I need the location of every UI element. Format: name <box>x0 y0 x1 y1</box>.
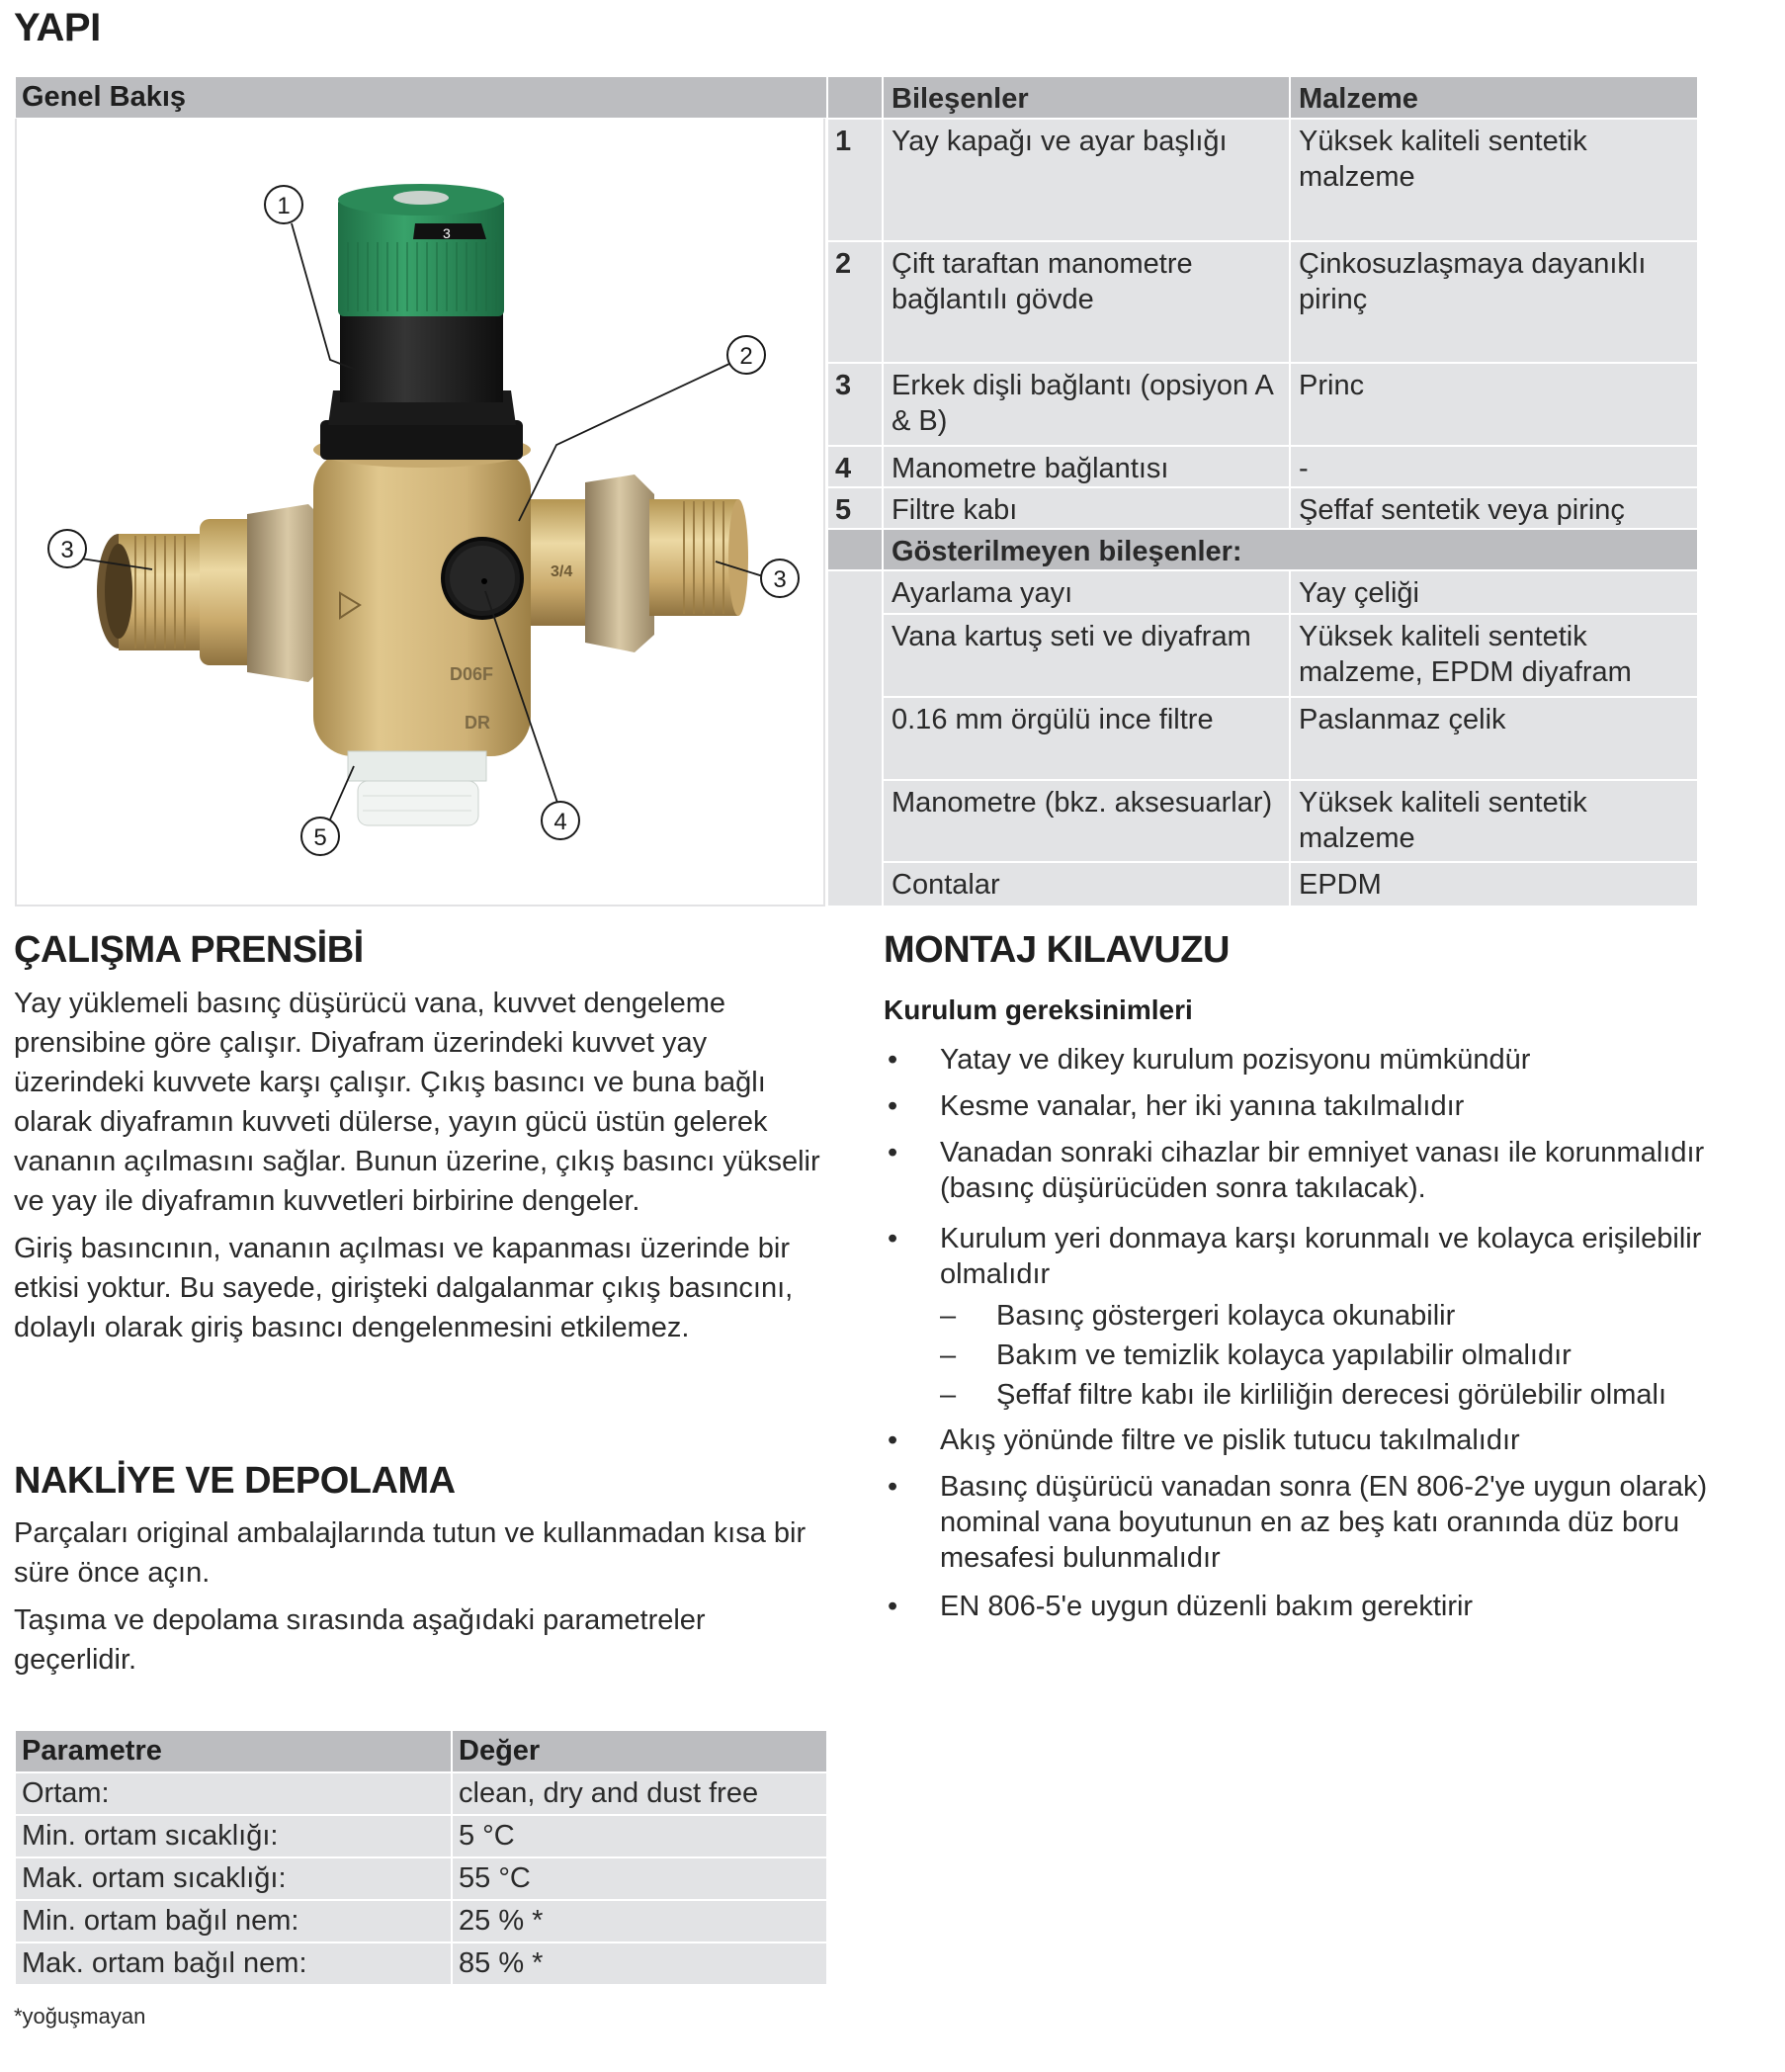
bullet-icon: • <box>888 1223 898 1254</box>
callout-2 <box>727 336 765 374</box>
parameter-value: 55 °C <box>453 1858 826 1899</box>
pressure-reducing-valve-illustration <box>17 119 827 906</box>
component-name: Ayarlama yayı <box>884 571 1289 613</box>
component-num: 5 <box>828 488 882 528</box>
overview-image <box>15 119 825 906</box>
component-material: - <box>1291 447 1697 486</box>
bullet-icon: • <box>888 1471 898 1503</box>
header-value: Değer <box>453 1731 826 1771</box>
list-item: • Akış yönünde filtre ve pislik tutucu takılmalıdır <box>888 1424 1520 1456</box>
component-num: 1 <box>828 120 882 240</box>
component-material: Yüksek kaliteli sentetik malzeme <box>1291 120 1697 240</box>
parameter-name: Min. ortam bağıl nem: <box>16 1901 451 1942</box>
dial-value: 3 <box>443 225 451 241</box>
table-row <box>16 1943 826 1984</box>
table-row <box>828 364 1697 445</box>
svg-text:2: 2 <box>739 343 753 370</box>
table-row <box>828 120 1697 240</box>
header-component: Bileşenler <box>884 77 1289 118</box>
component-material: Princ <box>1291 364 1697 445</box>
parameter-value: 25 % * <box>453 1901 826 1942</box>
callout-5 <box>301 818 339 855</box>
overview-header: Genel Bakış <box>16 77 826 118</box>
left-connection <box>97 504 328 682</box>
bullet-icon: • <box>888 1044 898 1076</box>
page-title: YAPI <box>14 6 101 49</box>
component-name: Vana kartuş seti ve diyafram <box>884 615 1289 696</box>
callout-4 <box>542 802 579 839</box>
size-mark: 3/4 <box>551 563 573 580</box>
working-principle-title: ÇALIŞMA PRENSİBİ <box>14 929 364 971</box>
callout-3-right <box>761 560 799 597</box>
table-row <box>882 698 1697 779</box>
table-row <box>882 615 1697 696</box>
filter-bowl <box>348 751 486 825</box>
bullet-icon: • <box>888 1137 898 1168</box>
component-material: EPDM <box>1291 863 1697 906</box>
bullet-icon: • <box>888 1090 898 1122</box>
parameter-value: 85 % * <box>453 1943 826 1984</box>
dash-icon: – <box>940 1339 957 1371</box>
component-name: Filtre kabı <box>884 488 1289 528</box>
parameter-name: Ortam: <box>16 1773 451 1814</box>
table-row <box>828 447 1697 486</box>
sub-list-item: – Şeffaf filtre kabı ile kirliliğin derecesi görülebilir olmalı <box>940 1379 1667 1411</box>
svg-text:4: 4 <box>553 809 567 835</box>
table-row <box>16 1816 826 1856</box>
list-item: • Yatay ve dikey kurulum pozisyonu mümkündür <box>888 1044 1531 1076</box>
bullet-icon: • <box>888 1591 898 1622</box>
installation-subtitle: Kurulum gereksinimleri <box>884 994 1193 1025</box>
svg-text:1: 1 <box>277 193 291 219</box>
component-num: 3 <box>828 364 882 445</box>
header-material: Malzeme <box>1291 77 1697 118</box>
parameter-value: clean, dry and dust free <box>453 1773 826 1814</box>
component-material: Yay çeliği <box>1291 571 1697 613</box>
component-name: Çift taraftan manometre bağlantılı gövde <box>884 242 1289 362</box>
parameter-name: Mak. ortam sıcaklığı: <box>16 1858 451 1899</box>
svg-text:3: 3 <box>773 566 787 593</box>
component-num: 4 <box>828 447 882 486</box>
list-item: • Basınç düşürücü vanadan sonra (EN 806-2'ye uygun olarak) nominal vana boyutunun en az beş katı oranında düz boru mesafesi bulunmalıdır <box>888 1471 1708 1574</box>
not-shown-num-column <box>828 571 882 906</box>
component-name: Manometre bağlantısı <box>884 447 1289 486</box>
dash-icon: – <box>940 1300 957 1332</box>
table-row <box>882 781 1697 861</box>
component-material: Şeffaf sentetik veya pirinç <box>1291 488 1697 528</box>
spring-bonnet <box>320 308 523 460</box>
parameter-name: Min. ortam sıcaklığı: <box>16 1816 451 1856</box>
list-item: • Vanadan sonraki cihazlar bir emniyet vanası ile korunmalıdır (basınç düşürücüden sonra takılacak). <box>888 1137 1705 1204</box>
parameter-footnote: *yoğuşmayan <box>14 2004 146 2029</box>
table-row <box>16 1858 826 1899</box>
svg-text:3: 3 <box>60 537 74 563</box>
sub-list-item: – Bakım ve temizlik kolayca yapılabilir olmalıdır <box>940 1339 1572 1371</box>
svg-text:5: 5 <box>313 824 327 851</box>
transport-paragraph-1: Parçaları original ambalajlarında tutun ve kullanmadan kısa bir süre önce açın. <box>14 1517 807 1589</box>
list-item: • Kesme vanalar, her iki yanına takılmalıdır <box>888 1090 1465 1122</box>
adjustment-cap <box>338 184 504 316</box>
component-name: Manometre (bkz. aksesuarlar) <box>884 781 1289 861</box>
dash-icon: – <box>940 1379 957 1411</box>
component-material: Yüksek kaliteli sentetik malzeme <box>1291 781 1697 861</box>
components-table-header <box>828 77 1697 118</box>
table-row <box>828 488 1697 528</box>
working-principle-body <box>14 984 824 1355</box>
header-num <box>828 77 882 118</box>
transport-paragraph-2: Taşıma ve depolama sırasında aşağıdaki parametreler geçerlidir. <box>14 1604 706 1676</box>
table-row <box>882 571 1697 613</box>
header-parameter: Parametre <box>16 1731 451 1771</box>
component-name: Erkek dişli bağlantı (opsiyon A & B) <box>884 364 1289 445</box>
callout-1 <box>265 186 302 223</box>
working-principle-paragraph-1: Yay yüklemeli basınç düşürücü vana, kuvvet dengeleme prensibine göre çalışır. Diyafram üzerindeki kuvvet yay üzerindeki kuvvete karşı çalışır. Çıkış basıncı ve buna bağlı olarak diyaframın kuvveti dülerse, yayın gücü üstün gelerek vananın açılmasını sağlar. Bunun üzerine, çıkış basıncı yükselir ve yay ile diyaframın kuvvetleri birbirine dengeler. <box>14 988 820 1217</box>
component-name: Yay kapağı ve ayar başlığı <box>884 120 1289 240</box>
parameter-name: Mak. ortam bağıl nem: <box>16 1943 451 1984</box>
sub-list-item: – Basınç göstergeri kolayca okunabilir <box>940 1300 1456 1332</box>
component-name: Contalar <box>884 863 1289 906</box>
bullet-icon: • <box>888 1424 898 1456</box>
table-row <box>16 1773 826 1814</box>
not-shown-num-spacer <box>828 530 882 569</box>
list-item: • Kurulum yeri donmaya karşı korunmalı ve kolayca erişilebilir olmalıdır <box>888 1223 1702 1290</box>
model-mark: D06F <box>450 664 494 684</box>
transport-title: NAKLİYE VE DEPOLAMA <box>14 1460 456 1502</box>
installation-title: MONTAJ KILAVUZU <box>884 929 1230 971</box>
component-material: Çinkosuzlaşmaya dayanıklı pirinç <box>1291 242 1697 362</box>
table-row <box>16 1901 826 1942</box>
table-row <box>828 242 1697 362</box>
not-shown-header: Gösterilmeyen bileşenler: <box>884 530 1697 569</box>
table-row <box>882 863 1697 906</box>
component-num: 2 <box>828 242 882 362</box>
component-name: 0.16 mm örgülü ince filtre <box>884 698 1289 779</box>
component-material: Paslanmaz çelik <box>1291 698 1697 779</box>
type-mark: DR <box>465 713 490 733</box>
list-item: • EN 806-5'e uygun düzenli bakım gerektirir <box>888 1591 1474 1622</box>
component-material: Yüksek kaliteli sentetik malzeme, EPDM diyafram <box>1291 615 1697 696</box>
callout-3-left <box>48 530 86 567</box>
not-shown-header-row <box>828 530 1697 569</box>
installation-list <box>888 1042 1777 1635</box>
working-principle-paragraph-2: Giriş basıncının, vananın açılması ve kapanması üzerinde bir etkisi yoktur. Bu sayede, girişteki dalgalanmar çıkış basıncını, dolaylı olarak giriş basıncı dengelenmesini etkilemez. <box>14 1233 794 1343</box>
parameter-value: 5 °C <box>453 1816 826 1856</box>
transport-body <box>14 1513 824 1687</box>
parameter-table-header <box>16 1731 826 1771</box>
parameter-table <box>16 1731 826 1986</box>
